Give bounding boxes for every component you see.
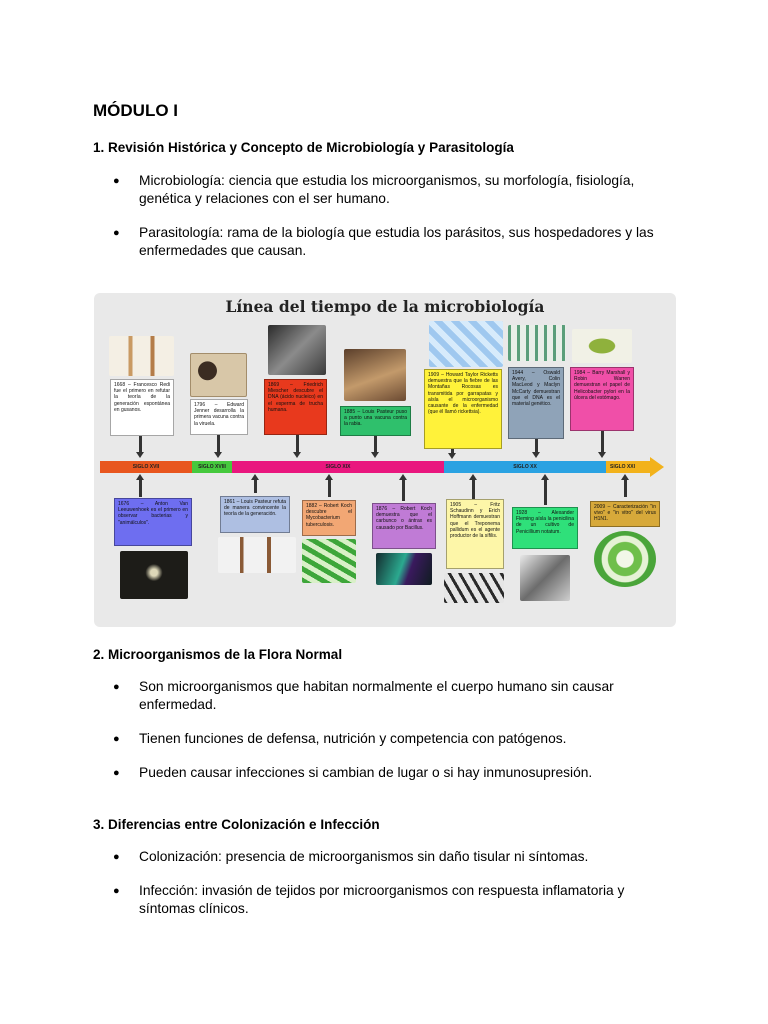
list-item: ● Pueden causar infecciones si cambian de lugar o si hay inmunosupresión. (93, 764, 683, 782)
h1n1-virus-image (594, 531, 656, 587)
pasteur-flasks-image (218, 537, 296, 573)
timeline-event-1676: 1676 – Anton Van Leeuwenhoek es el primero en observar bacterias y "animálculos". (114, 498, 192, 546)
timeline-arrow (254, 479, 257, 493)
timeline-event-1885: 1885 – Louis Pasteur puso a punto una vacuna contra la rabia. (340, 406, 411, 436)
module-title: MÓDULO I (93, 101, 178, 120)
timeline-arrow (451, 449, 454, 454)
timeline-event-1905: 1905 – Fritz Schaudinn y Erich Hoffmann demuestran que el Treponema pallidum es el agente productor de la sífilis. (446, 499, 504, 569)
band-siglo-xx: SIGLO XX (444, 461, 606, 473)
timeline-figure (94, 293, 676, 627)
bacillus-image (376, 553, 432, 585)
list-item: ● Colonización: presencia de microorganismos sin daño tisular ni síntomas. (93, 848, 683, 866)
treponema-image (444, 573, 504, 603)
bullet-list-flora (93, 678, 683, 798)
list-item: ● Infección: invasión de tejidos por microorganismos con respuesta inflamatoria y síntomas clínicos. (93, 882, 683, 918)
section-heading-history: 1. Revisión Histórica y Concepto de Microbiología y Parasitología (93, 140, 514, 155)
timeline-arrow (328, 479, 331, 497)
timeline-arrow (544, 479, 547, 505)
timeline-arrow (374, 436, 377, 453)
section-heading-flora: 2. Microorganismos de la Flora Normal (93, 647, 343, 662)
timeline-event-1869: 1869 – Friedrich Miescher descubre el DNA (ácido nucleico) en el esperma de trucha humana. (264, 379, 327, 435)
miescher-photo-image (268, 325, 326, 375)
timeline-arrow (472, 479, 475, 499)
timeline-arrow (139, 436, 142, 453)
timeline-event-1882: 1882 – Robert Koch descubre el Mycobacterium tuberculosis. (302, 500, 356, 536)
helicobacter-image (572, 329, 632, 363)
mycobacterium-image (302, 539, 356, 583)
section-heading-colonization: 3. Diferencias entre Colonización e Infección (93, 817, 380, 832)
timeline-event-1796: 1796 – Edward Jenner desarrolla la primera vacuna contra la viruela. (190, 399, 248, 435)
leeuwenhoek-microscopy-image (120, 551, 188, 599)
rickettsia-image (429, 321, 503, 367)
jenner-portrait-image (190, 353, 247, 397)
timeline-arrow (601, 431, 604, 453)
band-siglo-xvii: SIGLO XVII (100, 461, 192, 473)
timeline-event-1984: 1984 – Barry Marshall y Robin Warren demuestran el papel de Helicobacter pylori en la úlcera del estómago. (570, 367, 634, 431)
timeline-arrow (139, 479, 142, 497)
timeline-arrow (217, 435, 220, 453)
bullet-list-colonization (93, 848, 683, 934)
list-item: ● Microbiología: ciencia que estudia los microorganismos, su morfología, fisiología, genética y relaciones con el ser humano. (93, 172, 683, 208)
timeline-arrow (402, 479, 405, 501)
bullet-list-history (93, 172, 683, 276)
fleming-photo-image (520, 555, 570, 601)
list-item: ● Parasitología: rama de la biología que estudia los parásitos, sus hospedadores y las enfermedades que causan. (93, 224, 683, 260)
list-item: ● Son microorganismos que habitan normalmente el cuerpo humano sin causar enfermedad. (93, 678, 683, 714)
band-siglo-xix: SIGLO XIX (232, 461, 444, 473)
timeline-arrow-tip (650, 457, 664, 477)
timeline-event-1909: 1909 – Howard Taylor Ricketts demuestra que la fiebre de las Montañas Rocosas es transmitida por garrapatas y aísla el microorganismo causante de la enfermedad (que él llamó rickettsia). (424, 369, 502, 449)
band-siglo-xviii: SIGLO XVIII (192, 461, 232, 473)
redi-flasks-image (109, 336, 174, 376)
timeline-event-2009: 2009 – Caracterización "in vivo" e "in vitro" del virus H1N1. (590, 501, 660, 527)
timeline-arrow (535, 439, 538, 453)
timeline-title: Línea del tiempo de la microbiología (225, 297, 545, 316)
timeline-arrow (296, 435, 299, 453)
timeline-arrow (624, 479, 627, 497)
timeline-event-1668: 1668 – Francesco Redi fue el primero en refutar la teoría de la generación espontánea en gusanos. (110, 379, 174, 436)
timeline-event-1944: 1944 – Oswald Avery, Colin MacLeod y Maclyn McCarty demuestran que el DNA es el material genético. (508, 367, 564, 439)
timeline-event-1861: 1861 – Louis Pasteur refuta de manera convincente la teoría de la generación. (220, 496, 290, 533)
timeline-event-1928: 1928 – Alexander Fleming aísla la penicilina de un cultivo de Penicillium notatum. (512, 507, 578, 549)
dna-helix-image (508, 325, 566, 361)
pasteur-lab-image (344, 349, 406, 401)
list-item: ● Tienen funciones de defensa, nutrición y competencia con patógenos. (93, 730, 683, 748)
band-siglo-xxi: SIGLO XXI (606, 461, 650, 473)
timeline-event-1876: 1876 – Robert Koch demuestra que el carbunco o ántrax es causado por Bacillus. (372, 503, 436, 549)
